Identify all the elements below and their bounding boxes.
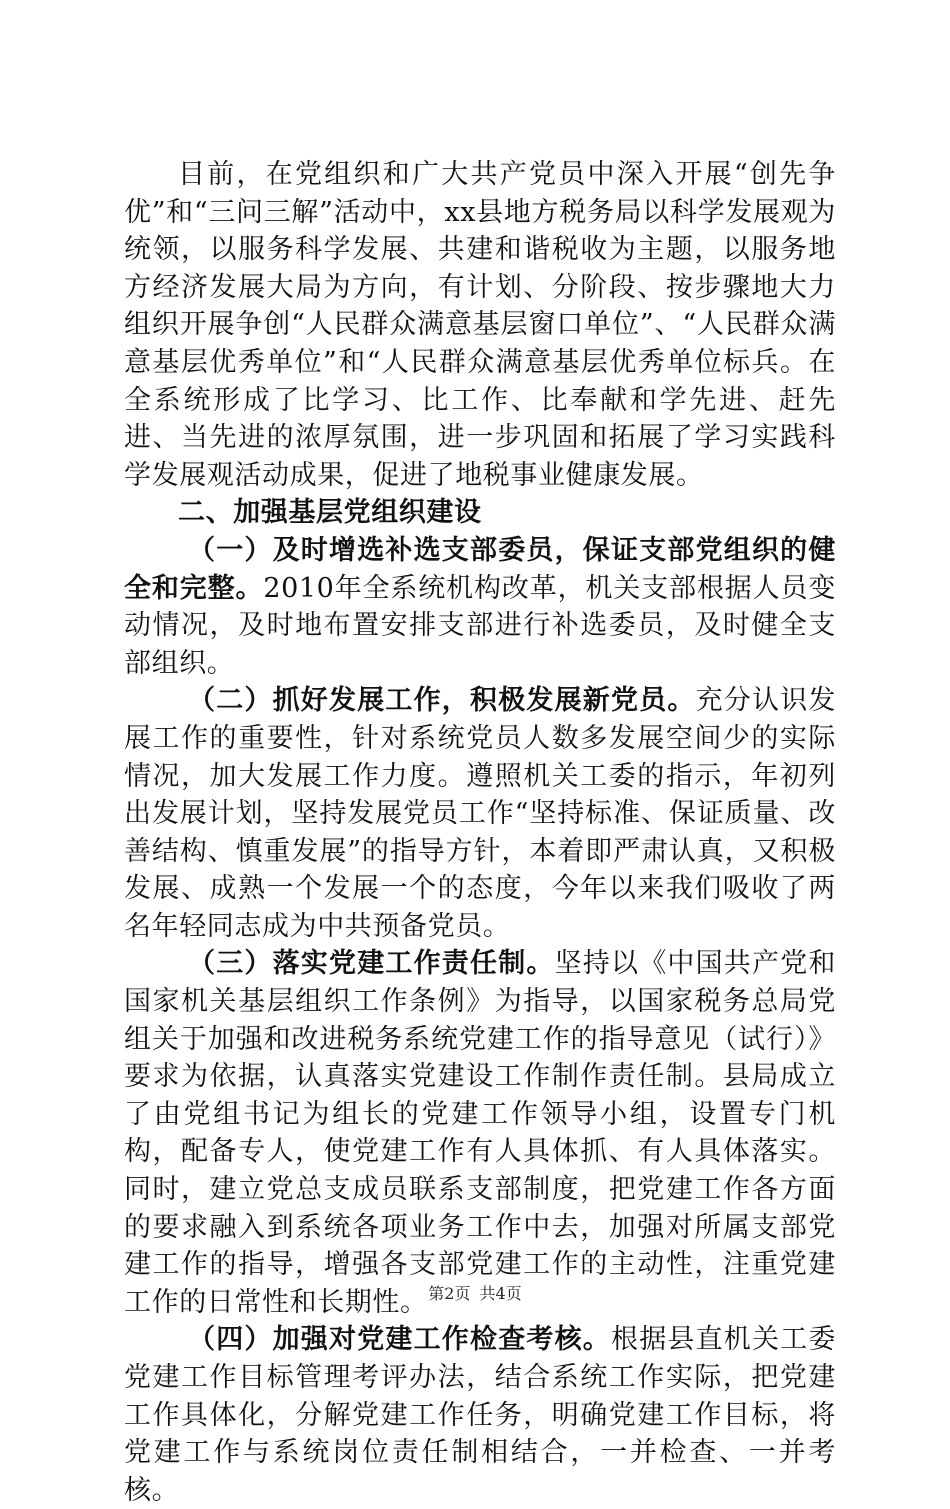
subsection-1-text: 2010年全系统机构改革，机关支部根据人员变动情况，及时地布置安排支部进行补选委员，及时健全支部组织。: [124, 572, 836, 679]
section-heading: 二、加强基层党组织建设: [178, 497, 482, 529]
page-footer: [0, 1281, 950, 1304]
subsection-1-title: （一）及时增选补选支部委员，保证支部党组织的健全和完整。: [124, 534, 836, 604]
subsection-4-title: （四）加强对党建工作检查考核。: [188, 1324, 611, 1356]
subsection-3-title: （三）落实党建工作责任制。: [188, 948, 555, 980]
intro-paragraph: 目前，在党组织和广大共产党员中深入开展“创先争优”和“三问三解”活动中，xx县地方税务局以科学发展观为统领，以服务科学发展、共建和谐税收为主题，以服务地方经济发展大局为方向，有计划、分阶段、按步骤地大力组织开展争创“人民群众满意基层窗口单位”、“人民群众满意基层优秀单位”和“人民群众满意基层优秀单位标兵。在全系统形成了比学习、比工作、比奉献和学先进、赶先进、当先进的浓厚氛围，进一步巩固和拓展了学习实践科学发展观活动成果，促进了地税事业健康发展。: [124, 159, 836, 491]
subsection-3-text: 坚持以《中国共产党和国家机关基层组织工作条例》为指导，以国家税务总局党组关于加强和改进税务系统党建工作的指导意见（试行）》要求为依据，认真落实党建设工作制作责任制。县局成立了由党组书记为组长的党建工作领导小组，设置专门机构，配备专人，使党建工作有人具体抓、有人具体落实。同时，建立党总支成员联系支部制度，把党建工作各方面的要求融入到系统各项业务工作中去，加强对所属支部党建工作的指导，增强各支部党建工作的主动性，注重党建工作的日常性和长期性。: [124, 948, 836, 1318]
page-number: 第2页: [428, 1284, 471, 1303]
subsection-4-paragraph: [124, 1321, 836, 1509]
subsection-1-paragraph: [124, 532, 836, 682]
document-body: [124, 156, 836, 1509]
subsection-2-title: （二）抓好发展工作，积极发展新党员。: [188, 685, 696, 717]
page-total: 共4页: [479, 1284, 522, 1303]
subsection-2-text: 充分认识发展工作的重要性，针对系统党员人数多发展空间少的实际情况，加大发展工作力度。遵照机关工委的指示，年初列出发展计划，坚持发展党员工作“坚持标准、保证质量、改善结构、慎重发展”的指导方针，本着即严肃认真，又积极发展、成熟一个发展一个的态度，今年以来我们吸收了两名年轻同志成为中共预备党员。: [124, 685, 836, 942]
subsection-2-paragraph: [124, 682, 836, 945]
subsection-4-text: 根据县直机关工委党建工作目标管理考评办法，结合系统工作实际，把党建工作具体化，分解党建工作任务，明确党建工作目标，将党建工作与系统岗位责任制相结合，一并检查、一并考核。: [124, 1324, 836, 1506]
subsection-3-paragraph: [124, 945, 836, 1321]
